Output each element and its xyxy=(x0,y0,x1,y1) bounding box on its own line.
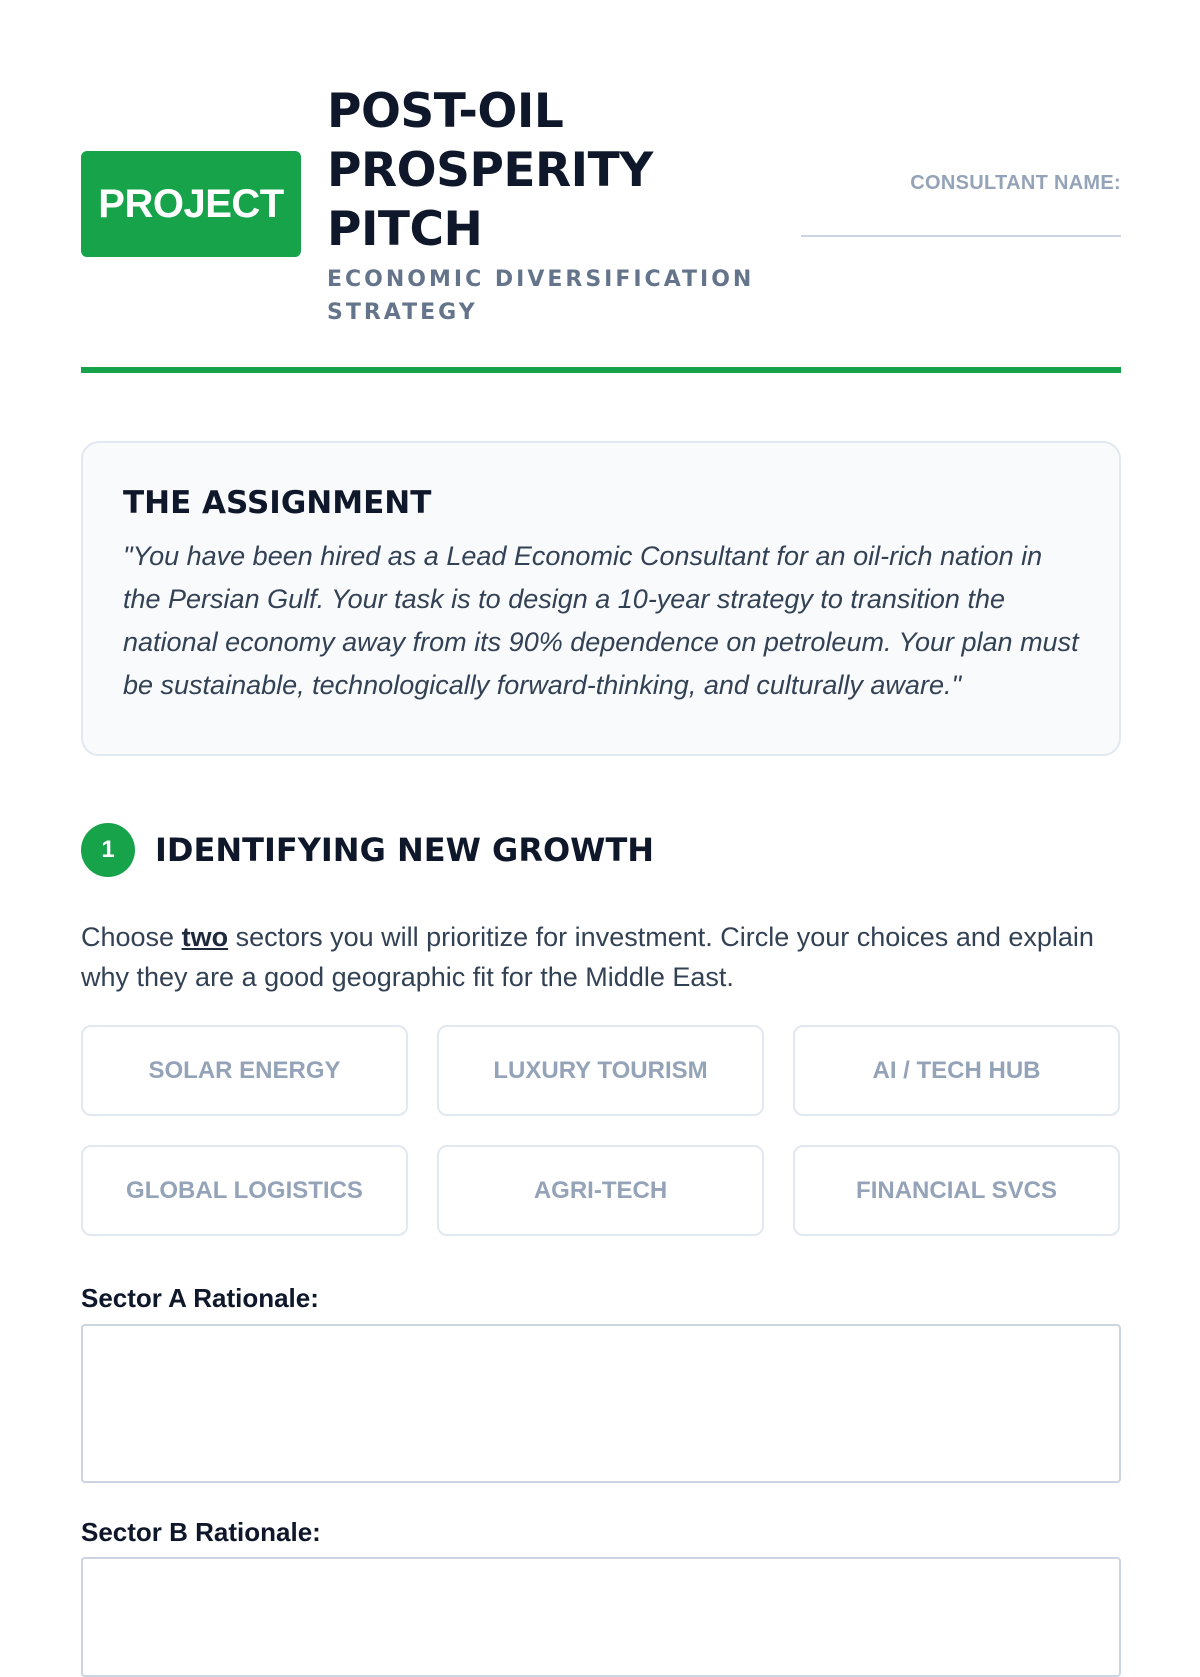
title-block xyxy=(327,82,767,329)
page-subtitle xyxy=(327,263,767,329)
instructions-text-end: sectors you will prioritize for investment. Circle your choices and explain why they are a good geographic fit for the Middle East. xyxy=(81,922,1094,992)
instructions-emphasis: two xyxy=(181,922,229,952)
sector-b-rationale-input[interactable] xyxy=(81,1557,1121,1677)
sector-options xyxy=(81,1025,1121,1236)
section-instructions xyxy=(81,917,1121,997)
assignment-text: "You have been hired as a Lead Economic Consultant for an oil-rich nation in the Persian Gulf. Your task is to design a 10-year strategy to transition the national economy away from its 90% dependence on petroleum. Your plan must be sustainable, technologically forward-thinking, and culturally aware." xyxy=(123,541,1079,700)
page-subtitle-line-1: ECONOMIC DIVERSIFICATION xyxy=(327,267,755,292)
sector-option-ai-tech-hub[interactable]: AI / TECH HUB xyxy=(793,1025,1120,1116)
header-divider xyxy=(81,367,1121,373)
instructions-text-start: Choose xyxy=(81,922,182,952)
sector-a-rationale-label: Sector A Rationale: xyxy=(81,1283,319,1313)
assignment-card xyxy=(81,441,1121,756)
page-subtitle-line-2: STRATEGY xyxy=(327,300,478,325)
section-1-heading xyxy=(81,823,654,877)
page-title-line-2: PROSPERITY xyxy=(327,143,653,198)
sector-option-solar-energy[interactable]: SOLAR ENERGY xyxy=(81,1025,408,1116)
worksheet-header xyxy=(81,0,1121,374)
sector-option-luxury-tourism[interactable]: LUXURY TOURISM xyxy=(437,1025,764,1116)
sector-a-rationale-input[interactable] xyxy=(81,1324,1121,1483)
page-title-line-3: PITCH xyxy=(327,202,483,257)
page-title-line-1: POST-OIL xyxy=(327,84,564,139)
assignment-title: THE ASSIGNMENT xyxy=(123,485,432,521)
section-title: IDENTIFYING NEW GROWTH xyxy=(155,831,655,869)
sector-option-financial-svcs[interactable]: FINANCIAL SVCS xyxy=(793,1145,1120,1236)
sector-b-rationale-label: Sector B Rationale: xyxy=(81,1517,321,1547)
project-badge: PROJECT xyxy=(81,151,301,257)
section-number-badge: 1 xyxy=(81,823,135,877)
consultant-name-label: CONSULTANT NAME: xyxy=(910,172,1121,194)
sector-option-agri-tech[interactable]: AGRI-TECH xyxy=(437,1145,764,1236)
consultant-name-field[interactable] xyxy=(801,235,1121,237)
sector-option-global-logistics[interactable]: GLOBAL LOGISTICS xyxy=(81,1145,408,1236)
worksheet-page xyxy=(81,0,1121,1547)
